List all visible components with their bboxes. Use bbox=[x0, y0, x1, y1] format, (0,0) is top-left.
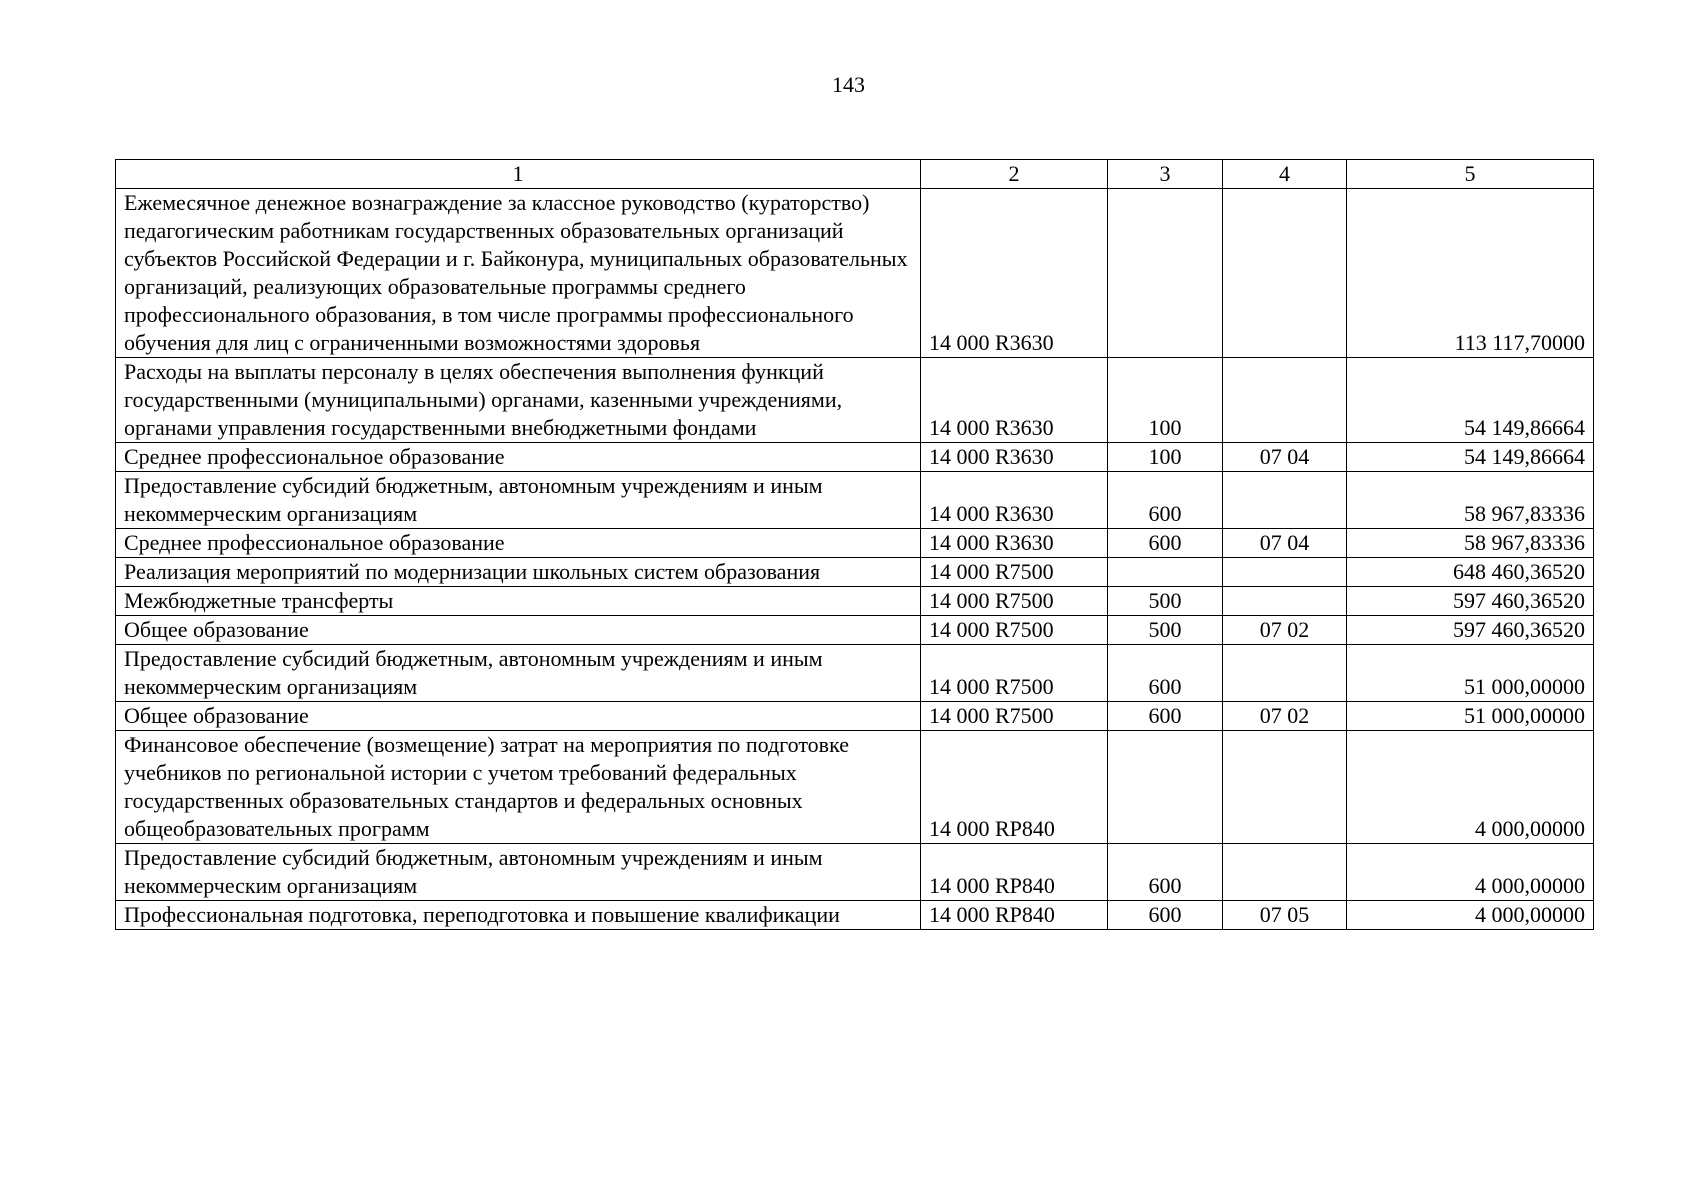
budget-table bbox=[115, 159, 1594, 930]
header-col-2: 2 bbox=[921, 160, 1108, 189]
row-section bbox=[1223, 645, 1347, 702]
table-row bbox=[116, 358, 1594, 443]
row-amount: 4 000,00000 bbox=[1347, 731, 1594, 844]
row-code: 14 000 R7500 bbox=[921, 616, 1108, 645]
row-type bbox=[1108, 731, 1223, 844]
header-col-1: 1 bbox=[116, 160, 921, 189]
row-name: Профессиональная подготовка, переподготовка и повышение квалификации bbox=[116, 901, 921, 930]
row-section bbox=[1223, 731, 1347, 844]
table-row bbox=[116, 558, 1594, 587]
row-code: 14 000 R3630 bbox=[921, 443, 1108, 472]
table-row bbox=[116, 731, 1594, 844]
row-type: 600 bbox=[1108, 702, 1223, 731]
row-section bbox=[1223, 844, 1347, 901]
row-code: 14 000 R7500 bbox=[921, 558, 1108, 587]
table-row bbox=[116, 645, 1594, 702]
row-name: Расходы на выплаты персоналу в целях обеспечения выполнения функций государственными (муниципальными) органами, казенными учреждениями, органами управления государственными внебюджетными фондами bbox=[116, 358, 921, 443]
row-section: 07 02 bbox=[1223, 616, 1347, 645]
row-section: 07 04 bbox=[1223, 529, 1347, 558]
row-type bbox=[1108, 558, 1223, 587]
row-name: Среднее профессиональное образование bbox=[116, 443, 921, 472]
row-type bbox=[1108, 189, 1223, 358]
table-body bbox=[116, 189, 1594, 930]
table-row bbox=[116, 616, 1594, 645]
row-name: Среднее профессиональное образование bbox=[116, 529, 921, 558]
row-amount: 54 149,86664 bbox=[1347, 358, 1594, 443]
row-amount: 58 967,83336 bbox=[1347, 529, 1594, 558]
table-header bbox=[116, 160, 1594, 189]
table-row bbox=[116, 443, 1594, 472]
row-section bbox=[1223, 558, 1347, 587]
row-code: 14 000 R3630 bbox=[921, 472, 1108, 529]
row-type: 600 bbox=[1108, 529, 1223, 558]
row-name: Общее образование bbox=[116, 616, 921, 645]
row-name: Реализация мероприятий по модернизации школьных систем образования bbox=[116, 558, 921, 587]
row-type: 500 bbox=[1108, 616, 1223, 645]
row-code: 14 000 R7500 bbox=[921, 702, 1108, 731]
row-name: Ежемесячное денежное вознаграждение за классное руководство (кураторство) педагогическим работникам государственных образовательных организаций субъектов Российской Федерации и г. Байконура, муниципальных образовательных организаций, реализующих образовательные программы среднего профессионального образования, в том числе программы профессионального обучения для лиц с ограниченными возможностями здоровья bbox=[116, 189, 921, 358]
row-type: 600 bbox=[1108, 901, 1223, 930]
row-code: 14 000 R3630 bbox=[921, 189, 1108, 358]
row-name: Межбюджетные трансферты bbox=[116, 587, 921, 616]
row-type: 600 bbox=[1108, 844, 1223, 901]
row-name: Общее образование bbox=[116, 702, 921, 731]
table-row bbox=[116, 901, 1594, 930]
row-code: 14 000 R3630 bbox=[921, 358, 1108, 443]
row-amount: 4 000,00000 bbox=[1347, 901, 1594, 930]
row-type: 600 bbox=[1108, 472, 1223, 529]
table-row bbox=[116, 189, 1594, 358]
row-code: 14 000 R3630 bbox=[921, 529, 1108, 558]
table-row bbox=[116, 702, 1594, 731]
row-amount: 51 000,00000 bbox=[1347, 645, 1594, 702]
row-section bbox=[1223, 587, 1347, 616]
row-section bbox=[1223, 472, 1347, 529]
header-col-4: 4 bbox=[1223, 160, 1347, 189]
row-type: 100 bbox=[1108, 358, 1223, 443]
row-name: Предоставление субсидий бюджетным, автономным учреждениям и иным некоммерческим организациям bbox=[116, 472, 921, 529]
row-section: 07 04 bbox=[1223, 443, 1347, 472]
row-code: 14 000 RP840 bbox=[921, 901, 1108, 930]
row-section: 07 02 bbox=[1223, 702, 1347, 731]
row-amount: 4 000,00000 bbox=[1347, 844, 1594, 901]
table-row bbox=[116, 472, 1594, 529]
row-code: 14 000 RP840 bbox=[921, 731, 1108, 844]
row-amount: 597 460,36520 bbox=[1347, 587, 1594, 616]
row-code: 14 000 R7500 bbox=[921, 645, 1108, 702]
row-section bbox=[1223, 189, 1347, 358]
row-type: 600 bbox=[1108, 645, 1223, 702]
header-col-5: 5 bbox=[1347, 160, 1594, 189]
row-name: Финансовое обеспечение (возмещение) затрат на мероприятия по подготовке учебников по региональной истории с учетом требований федеральных государственных образовательных стандартов и федеральных основных общеобразовательных программ bbox=[116, 731, 921, 844]
row-name: Предоставление субсидий бюджетным, автономным учреждениям и иным некоммерческим организациям bbox=[116, 645, 921, 702]
row-amount: 51 000,00000 bbox=[1347, 702, 1594, 731]
row-name: Предоставление субсидий бюджетным, автономным учреждениям и иным некоммерческим организациям bbox=[116, 844, 921, 901]
row-type: 500 bbox=[1108, 587, 1223, 616]
row-type: 100 bbox=[1108, 443, 1223, 472]
row-amount: 113 117,70000 bbox=[1347, 189, 1594, 358]
row-code: 14 000 R7500 bbox=[921, 587, 1108, 616]
page-number: 143 bbox=[832, 72, 865, 97]
row-amount: 648 460,36520 bbox=[1347, 558, 1594, 587]
table-row bbox=[116, 529, 1594, 558]
table-row bbox=[116, 844, 1594, 901]
header-row bbox=[116, 160, 1594, 189]
row-amount: 597 460,36520 bbox=[1347, 616, 1594, 645]
row-section bbox=[1223, 358, 1347, 443]
row-amount: 58 967,83336 bbox=[1347, 472, 1594, 529]
header-col-3: 3 bbox=[1108, 160, 1223, 189]
row-code: 14 000 RP840 bbox=[921, 844, 1108, 901]
row-section: 07 05 bbox=[1223, 901, 1347, 930]
table-row bbox=[116, 587, 1594, 616]
row-amount: 54 149,86664 bbox=[1347, 443, 1594, 472]
